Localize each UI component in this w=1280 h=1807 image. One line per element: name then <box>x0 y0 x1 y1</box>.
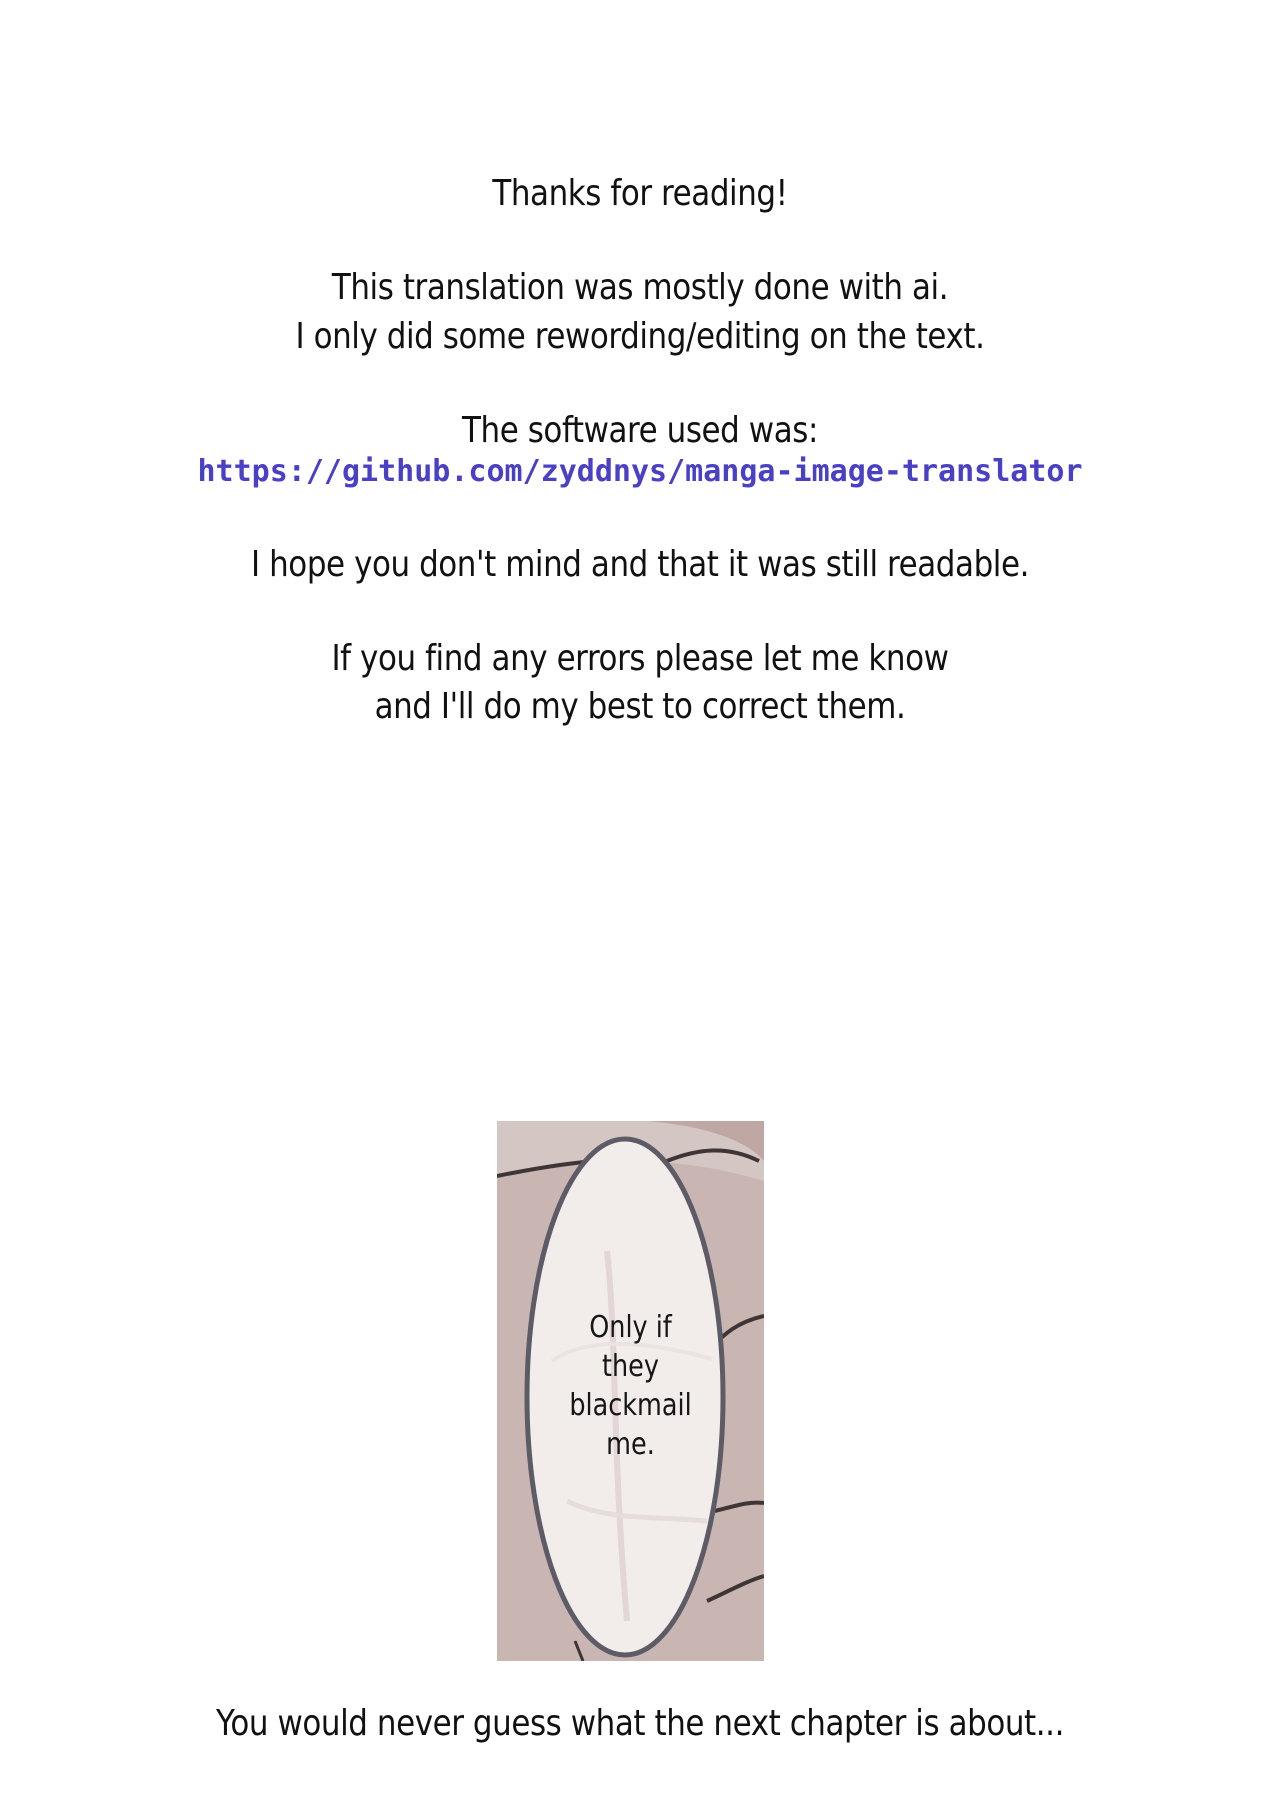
preview-manga-panel <box>497 1121 764 1661</box>
next-chapter-teaser: You would never guess what the next chapter is about... <box>215 1703 1064 1744</box>
bubble-line-1: Only if <box>589 1310 672 1345</box>
readability-note: I hope you don't mind and that it was still readable. <box>250 544 1030 585</box>
bubble-line-3: blackmail <box>569 1388 692 1423</box>
bubble-line-2: they <box>602 1349 659 1384</box>
errors-note-line-1: If you find any errors please let me know <box>331 638 949 679</box>
software-link[interactable]: https://github.com/zyddnys/manga-image-translator <box>197 454 1083 489</box>
translation-note-line-2: I only did some rewording/editing on the text. <box>295 316 985 357</box>
thanks-heading: Thanks for reading! <box>492 173 788 214</box>
translation-note-line-1: This translation was mostly done with ai. <box>331 267 949 308</box>
bubble-line-4: me. <box>606 1427 655 1462</box>
errors-note-line-2: and I'll do my best to correct them. <box>374 686 906 727</box>
software-label: The software used was: <box>462 410 818 451</box>
